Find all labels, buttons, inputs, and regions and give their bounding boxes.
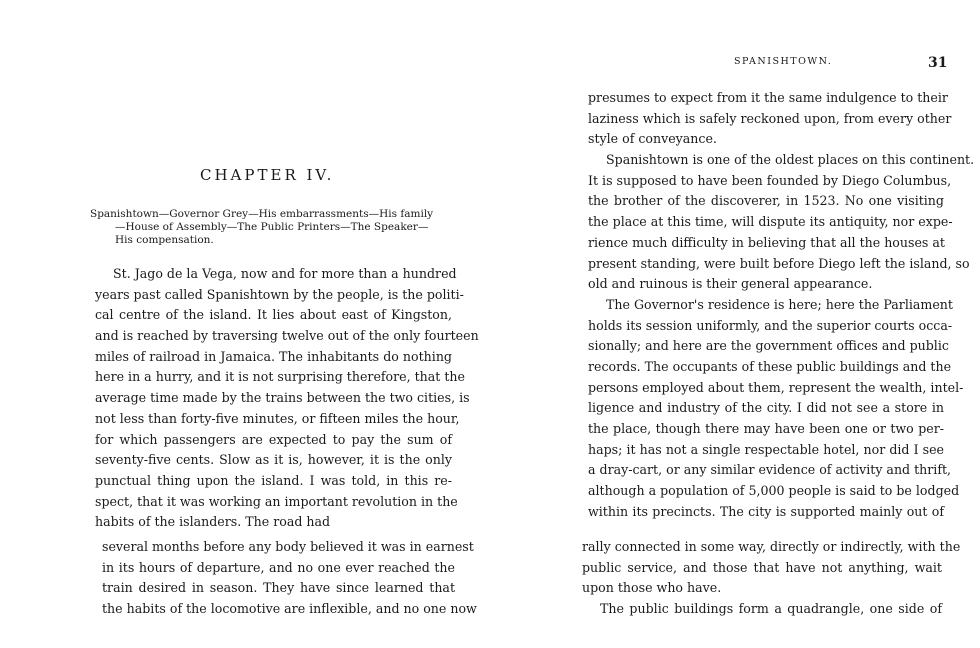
- text-line: ligence and industry of the city. I did not see a store in: [588, 400, 944, 416]
- text-line: train desired in season. They have since learned that: [102, 580, 455, 596]
- text-line: St. Jago de la Vega, now and for more than a hundred: [113, 266, 457, 281]
- text-line: It is supposed to have been founded by Diego Columbus,: [588, 172, 952, 188]
- text-line: Spanishtown is one of the oldest places on this continent.: [606, 152, 975, 168]
- text-line: holds its session uniformly, and the superior courts occa-: [588, 317, 953, 333]
- text-line: within its precincts. The city is supported mainly out of: [588, 503, 944, 519]
- right-body-text-continued: [582, 537, 961, 620]
- synopsis-line: Spanishtown—Governor Grey—His embarrassments—His family: [90, 208, 434, 220]
- text-line: upon those who have.: [582, 580, 722, 596]
- text-line: habits of the islanders. The road had: [95, 514, 331, 530]
- text-line: miles of railroad in Jamaica. The inhabitants do nothing: [95, 348, 452, 364]
- text-line: in its hours of departure, and no one ever reached the: [102, 559, 455, 575]
- text-line: years past called Spanishtown by the people, is the politi-: [95, 286, 464, 302]
- running-header: SPANISHTOWN.: [734, 56, 833, 67]
- chapter-title: CHAPTER IV.: [200, 166, 335, 184]
- synopsis-line: His compensation.: [115, 234, 214, 246]
- text-line: the place at this time, will dispute its antiquity, nor expe-: [588, 214, 953, 230]
- right-page: [490, 0, 980, 648]
- text-line: and is reached by traversing twelve out of the only fourteen: [95, 328, 479, 344]
- text-line: rience much difficulty in believing that all the houses at: [588, 234, 945, 250]
- text-line: laziness which is safely reckoned upon, from every other: [588, 110, 952, 126]
- text-line: The public buildings form a quadrangle, one side of: [600, 601, 942, 617]
- text-line: here in a hurry, and it is not surprising therefore, that the: [95, 369, 465, 385]
- right-body-text: [588, 88, 975, 522]
- synopsis-line: —House of Assembly—The Public Printers—The Speaker—: [115, 221, 429, 233]
- text-line: a dray-cart, or any similar evidence of activity and thrift,: [588, 462, 952, 478]
- text-line: persons employed about them, represent the wealth, intel-: [588, 379, 964, 395]
- text-line: the brother of the discoverer, in 1523. No one visiting: [588, 193, 944, 209]
- text-line: public service, and those that have not anything, wait: [582, 559, 942, 575]
- text-line: although a population of 5,000 people is said to be lodged: [588, 483, 960, 499]
- text-line: records. The occupants of these public buildings and the: [588, 358, 952, 374]
- text-line: several months before any body believed it was in earnest: [102, 539, 474, 554]
- text-line: not less than forty-five minutes, or fifteen miles the hour,: [95, 410, 460, 426]
- text-line: old and ruinous is their general appearance.: [588, 276, 873, 292]
- text-line: seventy-five cents. Slow as it is, however, it is the only: [95, 452, 452, 468]
- text-line: spect, that it was working an important revolution in the: [95, 493, 458, 509]
- text-line: the habits of the locomotive are inflexible, and no one now: [102, 601, 477, 617]
- page-number: 31: [928, 55, 948, 71]
- text-line: cal centre of the island. It lies about east of Kingston,: [95, 307, 452, 323]
- text-line: punctual thing upon the island. I was told, in this re-: [95, 472, 452, 488]
- text-line: present standing, were built before Diego left the island, so: [588, 255, 970, 271]
- text-line: haps; it has not a single respectable hotel, nor did I see: [588, 441, 944, 457]
- text-line: The Governor's residence is here; here the Parliament: [606, 296, 953, 312]
- text-line: average time made by the trains between the two cities, is: [95, 390, 470, 406]
- left-body-text-continued: [102, 537, 477, 620]
- text-line: for which passengers are expected to pay the sum of: [95, 431, 452, 447]
- chapter-synopsis: [0, 208, 433, 247]
- left-body-text: [95, 264, 479, 533]
- text-line: the place, though there may have been one or two per-: [588, 421, 944, 436]
- text-line: style of conveyance.: [588, 131, 717, 147]
- text-line: presumes to expect from it the same indulgence to their: [588, 90, 948, 105]
- text-line: sionally; and here are the government offices and public: [588, 338, 949, 354]
- text-line: rally connected in some way, directly or indirectly, with the: [582, 539, 961, 554]
